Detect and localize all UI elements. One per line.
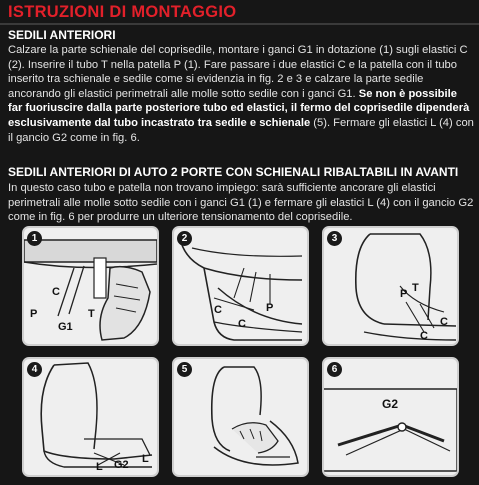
figure-6-illustration <box>324 359 457 475</box>
section-text-two-door: In questo caso tubo e patella non trovano impiego: sarà sufficiente ancorare gli elastici perimetrali alle molle sotto sedile con i ganci G1 (1) e fermare gli elastici L (4) con il gancio G2 come in fig. 6 per produrre un ulteriore tensionamento del coprisedile. <box>8 182 474 224</box>
instruction-text-a: Calzare la parte schienale del coprisedile, montare i ganci G1 in dotazione (1) sugli elastici C (2). Inserire il tubo T nella patella P (1). Fare passare i due elastici C e la patella con il tubo inserito tra schienale e sedile come si evidenzia in fig. 2 e 3 e calzare la parte sedile ancorando gli elastici perimetrali alle molle sotto sedile con i ganci G1. <box>8 44 468 100</box>
figure-number: 6 <box>327 362 342 377</box>
figure-number: 4 <box>27 362 42 377</box>
figure-number: 1 <box>27 231 42 246</box>
figure-4-illustration <box>24 359 157 475</box>
figure-label: G1 <box>58 321 73 333</box>
figure-label: G2 <box>382 397 399 411</box>
figure-label: T <box>88 308 95 320</box>
figure-label: C <box>52 286 60 298</box>
figure-1 <box>22 226 159 346</box>
instruction-text-b: (5). Fermare gli elastici L (4) con il gancio G2 come in fig. 6. <box>8 116 474 144</box>
figure-label: G2 <box>114 459 129 471</box>
figure-label: L <box>142 453 149 465</box>
figure-label: C <box>214 304 222 316</box>
figure-label: T <box>412 282 419 294</box>
title-divider <box>0 23 479 25</box>
section-heading-two-door: SEDILI ANTERIORI DI AUTO 2 PORTE CON SCHIENALI RIBALTABILI IN AVANTI <box>8 165 459 179</box>
figure-number: 3 <box>327 231 342 246</box>
figure-3 <box>322 226 459 346</box>
figure-2 <box>172 226 309 346</box>
figure-4 <box>22 357 159 477</box>
figure-5-illustration <box>174 359 307 475</box>
figure-label: P <box>266 302 274 314</box>
figure-label: P <box>400 288 408 300</box>
figure-3-illustration <box>324 228 457 344</box>
figure-6 <box>322 357 459 477</box>
page-title: ISTRUZIONI DI MONTAGGIO <box>8 3 237 21</box>
figure-number: 5 <box>177 362 192 377</box>
figure-5 <box>172 357 309 477</box>
figure-label: C <box>440 316 448 328</box>
figure-number: 2 <box>177 231 192 246</box>
figure-label: L <box>96 461 103 473</box>
section-heading-front-seats: SEDILI ANTERIORI <box>8 28 116 42</box>
instruction-text-bold: Se non è possibile far fuoriuscire dalla parte posteriore tubo ed elastici, il fermo del coprisedile dipenderà esclusivamente dal tubo incastrato tra sedile e schienale <box>8 87 470 129</box>
section-text-front-seats <box>8 43 474 145</box>
figure-label: P <box>30 308 38 320</box>
figure-1-illustration <box>24 228 157 344</box>
figure-label: C <box>238 318 246 330</box>
figure-label: C <box>420 330 428 342</box>
